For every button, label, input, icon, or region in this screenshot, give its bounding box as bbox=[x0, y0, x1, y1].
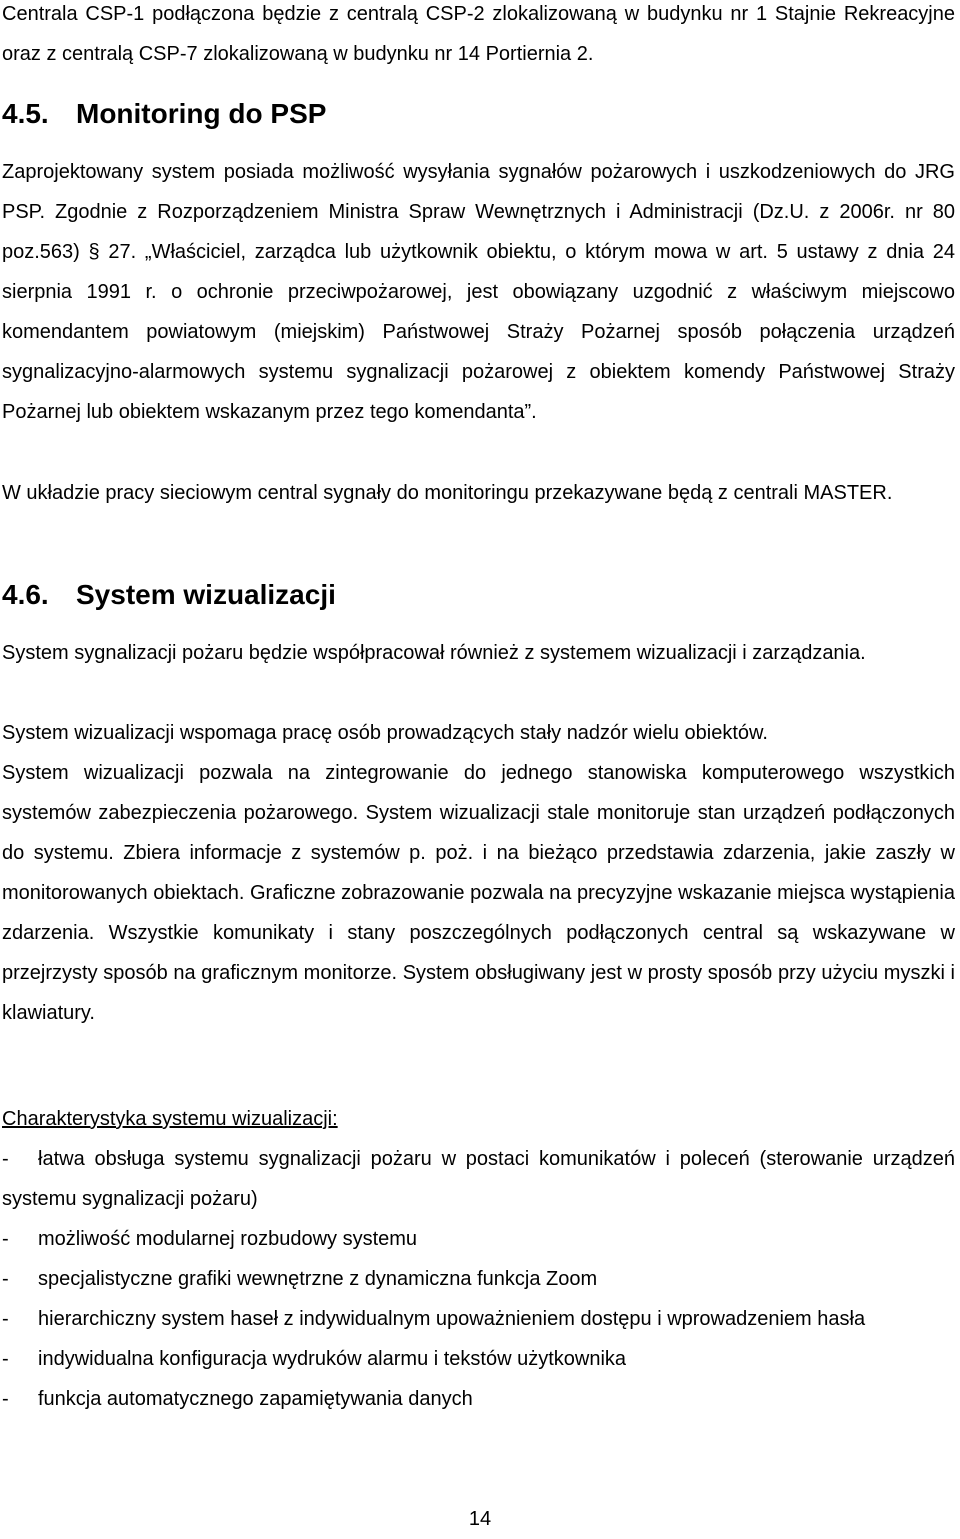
section-number: 4.6. bbox=[2, 579, 49, 610]
list-item-text: indywidualna konfiguracja wydruków alarmu i tekstów użytkownika bbox=[38, 1348, 627, 1370]
list-marker: - bbox=[2, 1228, 9, 1250]
section-number: 4.5. bbox=[2, 98, 49, 129]
integration-paragraph: System wizualizacji pozwala na zintegrowanie do jednego stanowiska komputerowego wszystkich systemów zabezpieczenia pożarowego. System wizualizacji stale monitoruje stan urządzeń podłączonych do systemu. Zbiera informacje z systemów p. poż. i na bieżąco przedstawia zdarzenia, jakie zaszły w monitorowanych obiektach. Graficzne zobrazowanie pozwala na precyzyjne wskazanie miejsca wystąpienia zdarzenia. Wszystkie komunikaty i stany poszczególnych podłączonych central są wskazywane w przejrzysty sposób na graficznym monitorze. System obsługiwany jest w prosty sposób przy użyciu myszki i klawiatury. bbox=[2, 762, 955, 1024]
list-item bbox=[2, 1339, 955, 1379]
section-title: Monitoring do PSP bbox=[76, 98, 327, 129]
section-4-5-heading bbox=[2, 94, 326, 134]
section-4-6-heading bbox=[2, 575, 336, 615]
page-number: 14 bbox=[468, 1508, 492, 1530]
list-item bbox=[2, 1219, 955, 1259]
list-marker: - bbox=[2, 1148, 9, 1170]
list-item bbox=[2, 1139, 955, 1219]
section-title: System wizualizacji bbox=[76, 579, 336, 610]
characteristics-heading: Charakterystyka systemu wizualizacji: bbox=[2, 1108, 338, 1130]
list-item-text: możliwość modularnej rozbudowy systemu bbox=[38, 1228, 418, 1250]
list-marker: - bbox=[2, 1308, 9, 1330]
cooperation-paragraph: System sygnalizacji pożaru będzie współpracował również z systemem wizualizacji i zarządzania. bbox=[2, 642, 866, 664]
list-item bbox=[2, 1379, 955, 1419]
network-paragraph: W układzie pracy sieciowym central sygnały do monitoringu przekazywane będą z centrali MASTER. bbox=[2, 482, 893, 504]
supervision-paragraph: System wizualizacji wspomaga pracę osób prowadzących stały nadzór wielu obiektów. bbox=[2, 722, 768, 744]
list-marker: - bbox=[2, 1348, 9, 1370]
list-item-text: łatwa obsługa systemu sygnalizacji pożaru w postaci komunikatów i poleceń (sterowanie urządzeń systemu sygnalizacji pożaru) bbox=[2, 1148, 955, 1210]
list-marker: - bbox=[2, 1388, 9, 1410]
list-marker: - bbox=[2, 1268, 9, 1290]
list-item bbox=[2, 1299, 955, 1339]
intro-paragraph: Centrala CSP-1 podłączona będzie z centralą CSP-2 zlokalizowaną w budynku nr 1 Stajnie Rekreacyjne oraz z centralą CSP-7 zlokalizowaną w budynku nr 14 Portiernia 2. bbox=[2, 3, 955, 65]
characteristics-list bbox=[2, 1139, 955, 1419]
list-item-text: specjalistyczne grafiki wewnętrzne z dynamiczna funkcja Zoom bbox=[38, 1268, 598, 1290]
list-item-text: funkcja automatycznego zapamiętywania danych bbox=[38, 1388, 473, 1410]
list-item bbox=[2, 1259, 955, 1299]
list-item-text: hierarchiczny system haseł z indywidualnym upoważnieniem dostępu i wprowadzeniem hasła bbox=[38, 1308, 866, 1330]
monitoring-paragraph: Zaprojektowany system posiada możliwość wysyłania sygnałów pożarowych i uszkodzeniowych do JRG PSP. Zgodnie z Rozporządzeniem Ministra Spraw Wewnętrznych i Administracji (Dz.U. z 2006r. nr 80 poz.563) § 27. „Właściciel, zarządca lub użytkownik obiektu, o którym mowa w art. 5 ustawy z dnia 24 sierpnia 1991 r. o ochronie przeciwpożarowej, jest obowiązany uzgodnić z właściwym miejscowo komendantem powiatowym (miejskim) Państwowej Straży Pożarnej sposób połączenia urządzeń sygnalizacyjno-alarmowych systemu sygnalizacji pożarowej z obiektem komendy Państwowej Straży Pożarnej lub obiektem wskazanym przez tego komendanta”. bbox=[2, 161, 955, 423]
